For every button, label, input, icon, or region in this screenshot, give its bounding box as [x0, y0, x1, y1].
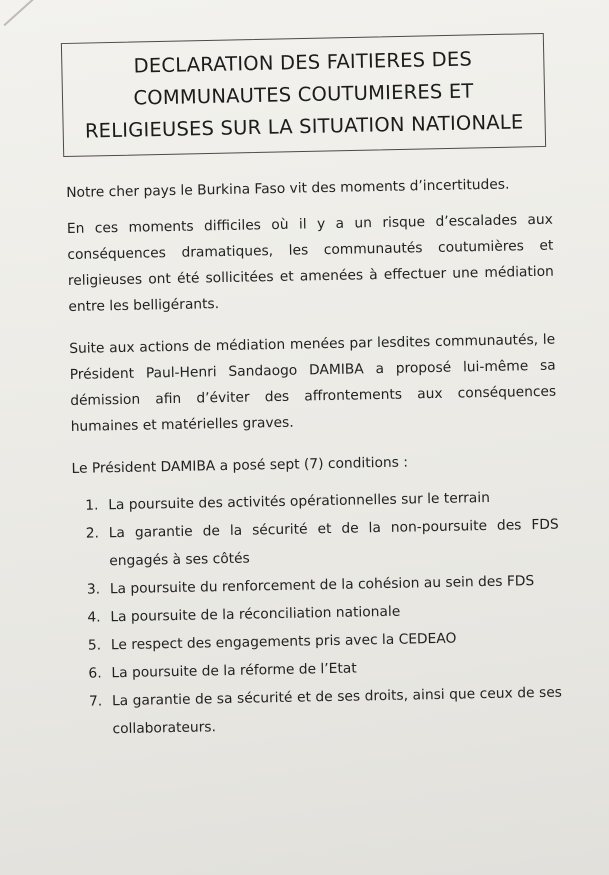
list-item	[85, 511, 560, 576]
paragraph-context: En ces moments difficiles où il y a un risque d’escalades aux conséquences dramatiques, les communautés coutumières et religieuses ont été sollicitées et amenées à effectuer une médiation entre les belligérants.	[66, 211, 555, 315]
list-item-text: La garantie de la sécurité et de la non-poursuite des FDS engagés à ses côtés	[108, 516, 559, 570]
list-item-number: 7.	[88, 693, 103, 710]
list-item-text: La poursuite de la réforme de l’Etat	[111, 660, 357, 682]
title-line-2: COMMUNAUTES COUTUMIERES ET	[133, 79, 474, 110]
list-item-text: La poursuite du renforcement de la cohésion au sein des FDS	[109, 573, 535, 598]
list-item-number: 4.	[87, 609, 101, 626]
document-title	[83, 42, 523, 147]
paper-fold-mark	[3, 0, 34, 26]
paragraph-resignation: Suite aux actions de médiation menées par lesdites communautés, le Président Paul-Henri Sandaogo DAMIBA a proposé lui-même sa démission afin d’éviter des affrontements aux conséquences humaines et matérielles graves.	[69, 331, 557, 435]
title-line-3: RELIGIEUSES SUR LA SITUATION NATIONALE	[84, 110, 524, 143]
conditions-intro: Le Président DAMIBA a posé sept (7) conditions :	[71, 454, 409, 477]
list-item-text: Le respect des engagements pris avec la CEDEAO	[110, 630, 457, 654]
title-box	[61, 33, 546, 157]
list-item-number: 2.	[85, 525, 100, 542]
conditions-list	[72, 483, 563, 744]
list-item-number: 1.	[85, 497, 99, 514]
list-item-text: La poursuite des activités opérationnelles sur le terrain	[108, 489, 491, 514]
list-item-number: 5.	[87, 637, 102, 654]
list-item-number: 6.	[88, 665, 102, 682]
document-body	[66, 171, 563, 744]
paragraph-intro: Notre cher pays le Burkina Faso vit des moments d’incertitudes.	[66, 176, 510, 201]
list-item-text: La garantie de sa sécurité et de ses droits, ainsi que ceux de ses collaborateurs.	[111, 684, 563, 738]
list-item-number: 3.	[86, 581, 101, 598]
list-item	[88, 679, 563, 744]
title-line-1: DECLARATION DES FAITIERES DES	[133, 47, 473, 78]
list-item-text: La poursuite de la réconciliation nationale	[110, 603, 401, 626]
